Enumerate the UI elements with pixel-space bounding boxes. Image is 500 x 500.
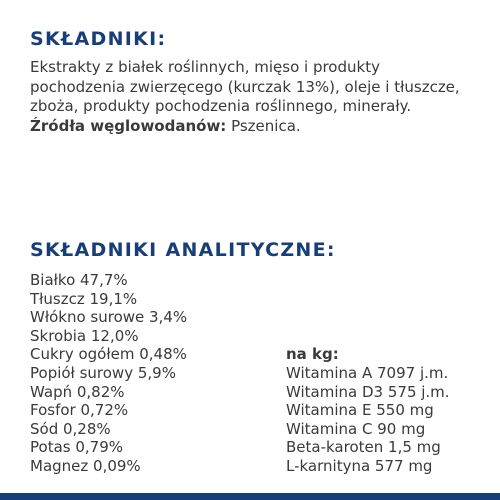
analytical-item: Sód 0,28% (30, 419, 111, 438)
ingredients-line: zboża, produkty pochodzenia roślinnego, minerały. (30, 97, 412, 115)
vitamin-item: Beta-karoten 1,5 mg (286, 438, 441, 457)
ingredients-heading: SKŁADNIKI: (30, 28, 167, 50)
carbohydrate-source-value: Pszenica. (226, 116, 301, 135)
vitamin-item: L-karnityna 577 mg (286, 456, 433, 475)
vitamin-item: Witamina C 90 mg (286, 419, 426, 438)
analytical-item: Potas 0,79% (30, 438, 123, 457)
analytical-item: Fosfor 0,72% (30, 401, 129, 420)
ingredients-line: pochodzenia zwierzęcego (kurczak 13%), oleje i tłuszcze, (30, 77, 460, 96)
analytical-item: Włókno surowe 3,4% (30, 308, 188, 327)
vitamin-item: Witamina D3 575 j.m. (286, 382, 450, 401)
carbohydrate-source-line (30, 117, 480, 137)
analytical-item: Tłuszcz 19,1% (30, 289, 138, 308)
analytical-heading: SKŁADNIKI ANALITYCZNE: (30, 239, 336, 261)
analytical-left-column (30, 271, 187, 476)
per-kg-label: na kg: (286, 345, 339, 364)
vitamin-item: Witamina E 550 mg (286, 401, 434, 420)
analytical-item: Wapń 0,82% (30, 382, 125, 401)
analytical-item: Cukry ogółem 0,48% (30, 345, 187, 364)
vitamin-item: Witamina A 7097 j.m. (286, 363, 449, 382)
carbohydrate-source-label: Źródła węglowodanów: (30, 116, 227, 135)
ingredients-paragraph (30, 58, 480, 136)
analytical-item: Skrobia 12,0% (30, 326, 139, 345)
analytical-item: Magnez 0,09% (30, 456, 141, 475)
bottom-accent-bar (0, 493, 500, 500)
per-kg-column (286, 345, 450, 475)
analytical-item: Popiół surowy 5,9% (30, 363, 176, 382)
ingredients-line: Ekstrakty z białek roślinnych, mięso i produkty (30, 58, 380, 76)
analytical-item: Białko 47,7% (30, 271, 128, 289)
